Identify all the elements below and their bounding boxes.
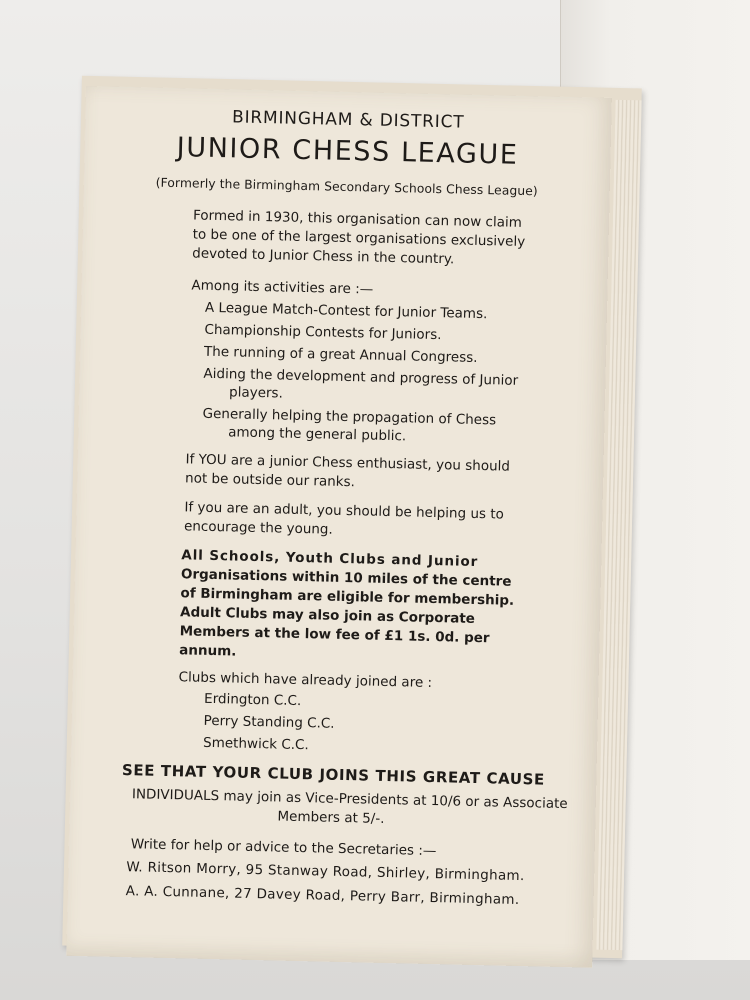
secretary-address: A. A. Cunnane, 27 Davey Road, Perry Barr, Birmingham. [125,883,520,909]
list-item: among the general public. [227,424,407,445]
membership-line: of Birmingham are eligible for membership. [180,585,515,609]
adult-appeal-line: encourage the young. [183,518,333,538]
junior-appeal-line: not be outside our ranks. [184,470,356,491]
membership-line: annum. [179,642,237,660]
intro-line: devoted to Junior Chess in the country. [192,245,455,268]
list-item: A League Match-Contest for Junior Teams. [204,299,488,323]
call-to-action: SEE THAT YOUR CLUB JOINS THIS GREAT CAUSE [121,760,546,789]
page-content [66,86,612,968]
list-item: Perry Standing C.C. [203,712,335,732]
booklet-page [66,86,612,968]
secretary-address: W. Ritson Morry, 95 Stanway Road, Shirley, Birmingham. [126,859,525,885]
clubs-label: Clubs which have already joined are : [178,669,433,692]
membership-line: Organisations within 10 miles of the centre [180,566,512,590]
individuals-line: Members at 5/-. [277,808,385,827]
adult-appeal-line: If you are an adult, you should be helping us to [184,499,505,523]
org-heading: BIRMINGHAM & DISTRICT [231,107,465,133]
junior-appeal-line: If YOU are a junior Chess enthusiast, you should [185,451,511,475]
membership-line: All Schools, Youth Clubs and Junior [181,547,479,571]
intro-line: to be one of the largest organisations exclusively [192,226,526,251]
list-item: The running of a great Annual Congress. [203,343,478,366]
list-item: Championship Contests for Juniors. [204,321,442,344]
activities-label: Among its activities are :— [191,277,374,298]
membership-line: Adult Clubs may also join as Corporate [179,604,476,627]
intro-line: Formed in 1930, this organisation can now claim [192,207,523,231]
list-item: Erdington C.C. [203,690,302,710]
list-item: players. [228,384,284,402]
page-title: JUNIOR CHESS LEAGUE [176,132,519,171]
individuals-line: INDIVIDUALS may join as Vice-Presidents at 10/6 or as Associate [131,786,568,813]
secretaries-label: Write for help or advice to the Secretaries :— [130,836,437,860]
page-subtitle: (Formerly the Birmingham Secondary Schools Chess League) [155,175,538,199]
list-item: Generally helping the propagation of Chess [202,405,497,429]
list-item: Smethwick C.C. [202,734,309,754]
list-item: Aiding the development and progress of Junior [203,365,519,389]
membership-line: Members at the low fee of £1 1s. 0d. per [179,623,490,647]
